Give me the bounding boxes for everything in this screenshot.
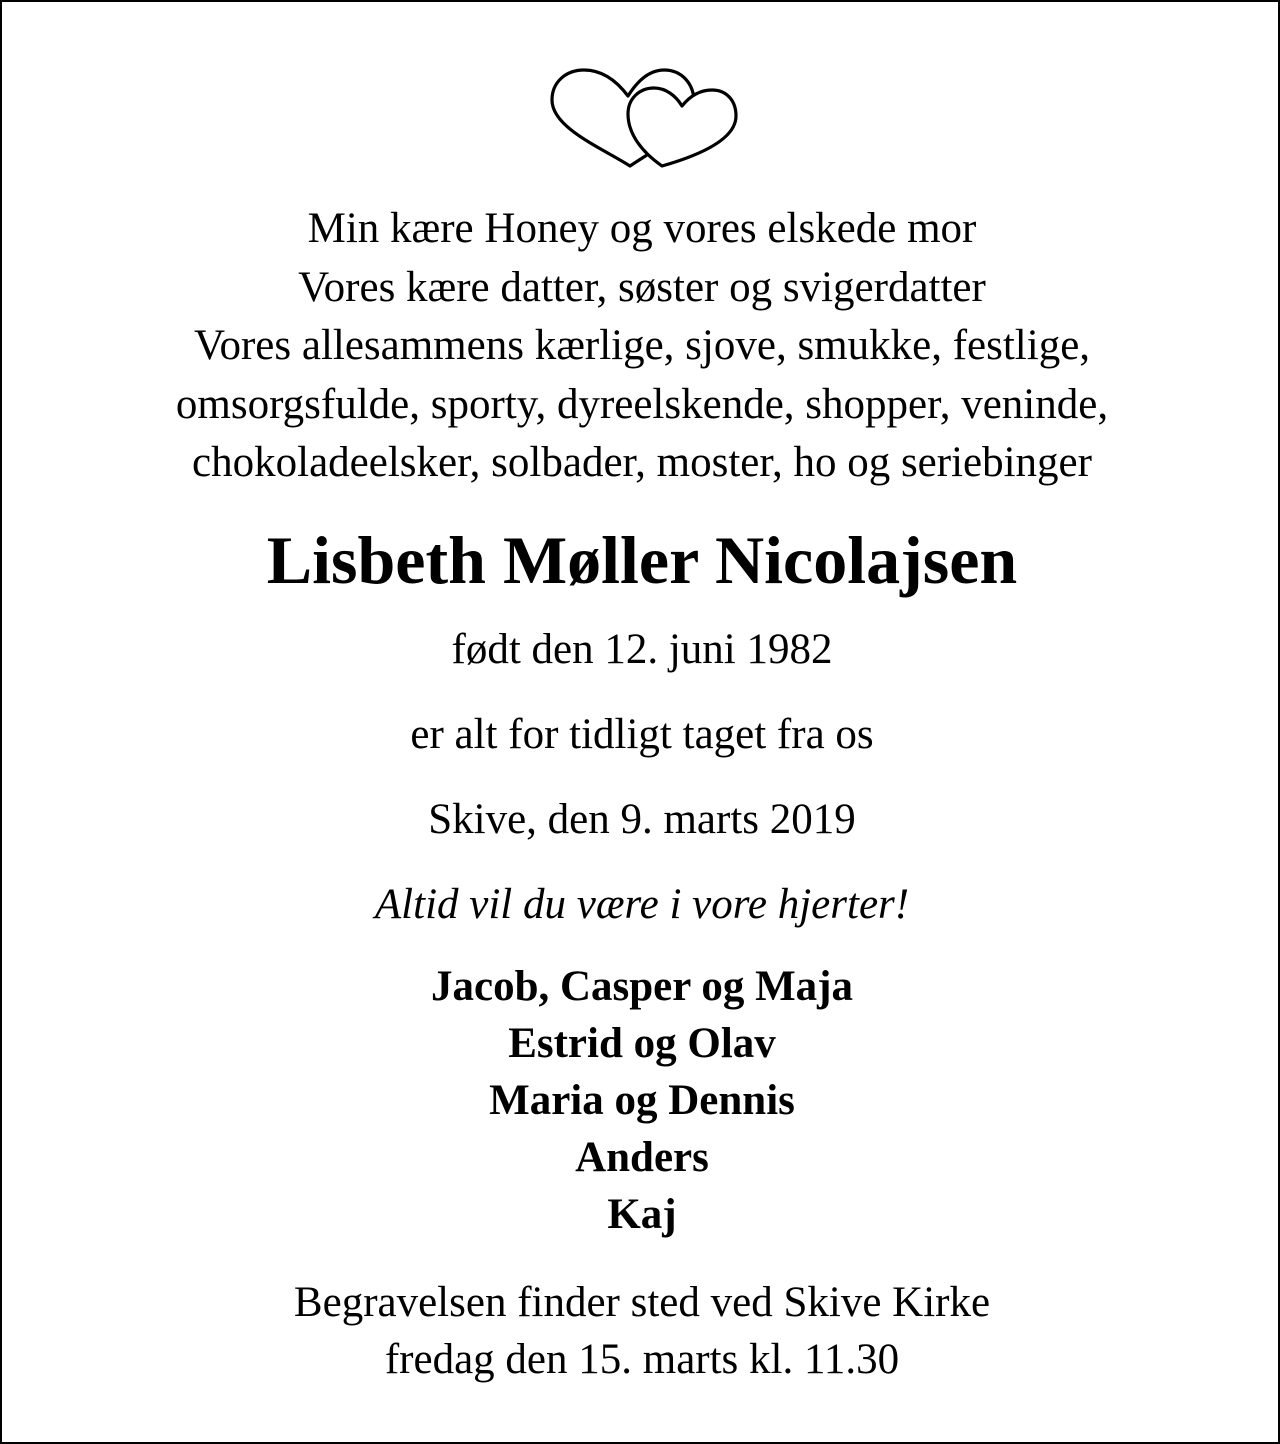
intro-line: omsorgsfulde, sporty, dyreelskende, shopper, veninde,	[175, 380, 1109, 428]
funeral-line: Begravelsen finder sted ved Skive Kirke	[293, 1279, 991, 1326]
family-line: Kaj	[607, 1191, 677, 1238]
memorial-motto: Altid vil du være i vore hjerter!	[374, 881, 910, 928]
intro-line: chokoladeelsker, solbader, moster, ho og seriebinger	[192, 439, 1092, 486]
birth-date: født den 12. juni 1982	[451, 626, 833, 673]
passing-text: er alt for tidligt taget fra os	[410, 711, 874, 758]
family-line: Anders	[575, 1134, 709, 1181]
family-line: Maria og Dennis	[489, 1077, 795, 1124]
intro-line: Vores kære datter, søster og svigerdatter	[298, 263, 986, 311]
two-hearts-icon	[542, 62, 742, 172]
family-line: Jacob, Casper og Maja	[430, 963, 853, 1010]
place-and-date: Skive, den 9. marts 2019	[428, 796, 856, 843]
funeral-line: fredag den 15. marts kl. 11.30	[384, 1336, 900, 1383]
intro-line: Min kære Honey og vores elskede mor	[307, 205, 977, 252]
family-line: Estrid og Olav	[508, 1020, 776, 1067]
family-signatures	[2, 958, 1280, 1243]
funeral-info	[2, 1274, 1280, 1388]
deceased-name: Lisbeth Møller Nicolajsen	[266, 522, 1018, 598]
intro-text	[2, 200, 1280, 493]
intro-line: Vores allesammens kærlige, sjove, smukke, festlige,	[193, 322, 1091, 369]
